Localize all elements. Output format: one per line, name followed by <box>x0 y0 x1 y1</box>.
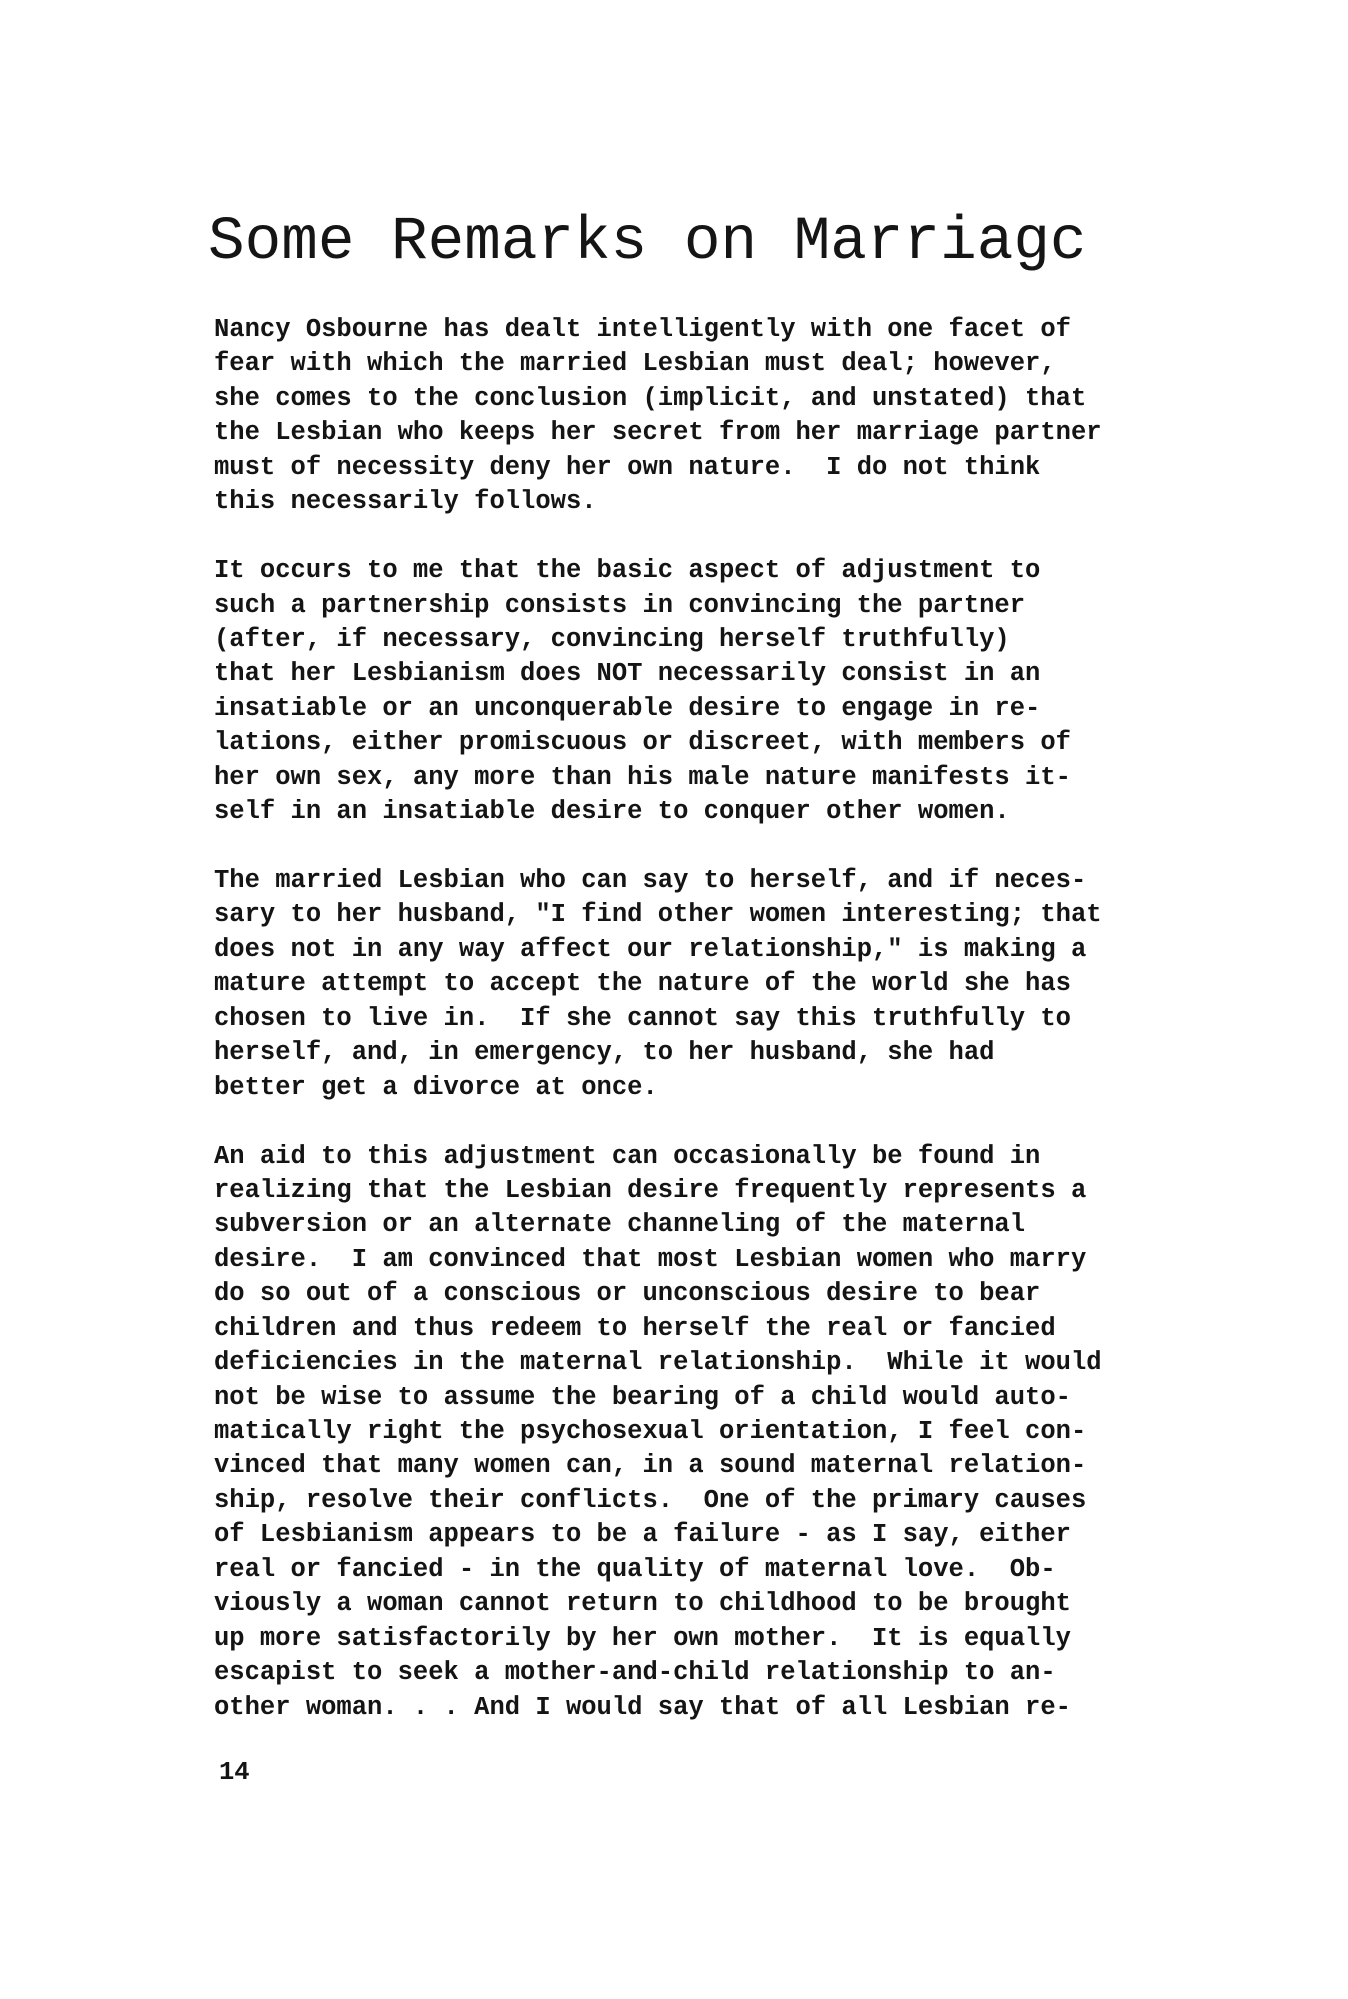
text-line: chosen to live in. If she cannot say this truthfully to <box>214 1003 1071 1033</box>
text-line: matically right the psychosexual orientation, I feel con- <box>214 1417 1087 1446</box>
text-line: such a partnership consists in convincing the partner <box>214 590 1026 620</box>
paragraph <box>214 864 1102 1105</box>
text-line: (after, if necessary, convincing herself truthfully) <box>214 624 1010 654</box>
text-line: this necessarily follows. <box>214 487 597 517</box>
paragraph <box>214 554 1102 830</box>
text-line: viously a woman cannot return to childhood to be brought <box>214 1589 1071 1619</box>
page-number: 14 <box>219 1758 250 1787</box>
text-line: the Lesbian who keeps her secret from her marriage partner <box>214 418 1102 448</box>
text-line: ship, resolve their conflicts. One of the primary causes <box>214 1485 1087 1515</box>
text-line: The married Lesbian who can say to herself, and if neces- <box>214 866 1087 895</box>
text-line: desire. I am convinced that most Lesbian women who marry <box>214 1244 1087 1274</box>
article-title: Some Remarks on Marriagc <box>208 208 1087 277</box>
text-line: herself, and, in emergency, to her husband, she had <box>214 1038 995 1068</box>
text-line: sary to her husband, "I find other women interesting; that <box>214 900 1102 930</box>
text-line: An aid to this adjustment can occasionally be found in <box>214 1141 1041 1171</box>
text-line: escapist to seek a mother-and-child relationship to an- <box>214 1658 1056 1688</box>
paragraph <box>214 1140 1102 1725</box>
paragraph <box>214 313 1102 520</box>
text-line: children and thus redeem to herself the real or fancied <box>214 1313 1056 1343</box>
text-line: deficiencies in the maternal relationship. While it would <box>214 1348 1102 1378</box>
text-line: self in an insatiable desire to conquer other women. <box>214 797 1010 827</box>
text-line: must of necessity deny her own nature. I do not think <box>214 452 1041 482</box>
text-line: realizing that the Lesbian desire frequently represents a <box>214 1175 1087 1205</box>
text-line: fear with which the married Lesbian must deal; however, <box>214 349 1056 379</box>
text-line: does not in any way affect our relationship," is making a <box>214 934 1087 964</box>
text-line: she comes to the conclusion (implicit, and unstated) that <box>214 383 1087 413</box>
text-line: subversion or an alternate channeling of the maternal <box>214 1210 1026 1240</box>
text-line: of Lesbianism appears to be a failure - as I say, either <box>214 1520 1071 1550</box>
text-line: that her Lesbianism does NOT necessarily consist in an <box>214 659 1041 689</box>
text-line: mature attempt to accept the nature of the world she has <box>214 969 1071 999</box>
text-line: Nancy Osbourne has dealt intelligently with one facet of <box>214 315 1071 344</box>
text-line: better get a divorce at once. <box>214 1072 658 1102</box>
text-line: up more satisfactorily by her own mother. It is equally <box>214 1623 1071 1653</box>
article-body <box>214 313 1102 1759</box>
text-line: other woman. . . And I would say that of all Lesbian re- <box>214 1692 1071 1722</box>
text-line: It occurs to me that the basic aspect of adjustment to <box>214 556 1041 586</box>
text-line: lations, either promiscuous or discreet, with members of <box>214 728 1071 758</box>
text-line: do so out of a conscious or unconscious desire to bear <box>214 1279 1041 1309</box>
text-line: real or fancied - in the quality of maternal love. Ob- <box>214 1554 1056 1584</box>
text-line: insatiable or an unconquerable desire to engage in re- <box>214 693 1041 723</box>
text-line: her own sex, any more than his male nature manifests it- <box>214 762 1071 792</box>
text-line: not be wise to assume the bearing of a child would auto- <box>214 1382 1071 1412</box>
text-line: vinced that many women can, in a sound maternal relation- <box>214 1451 1087 1481</box>
